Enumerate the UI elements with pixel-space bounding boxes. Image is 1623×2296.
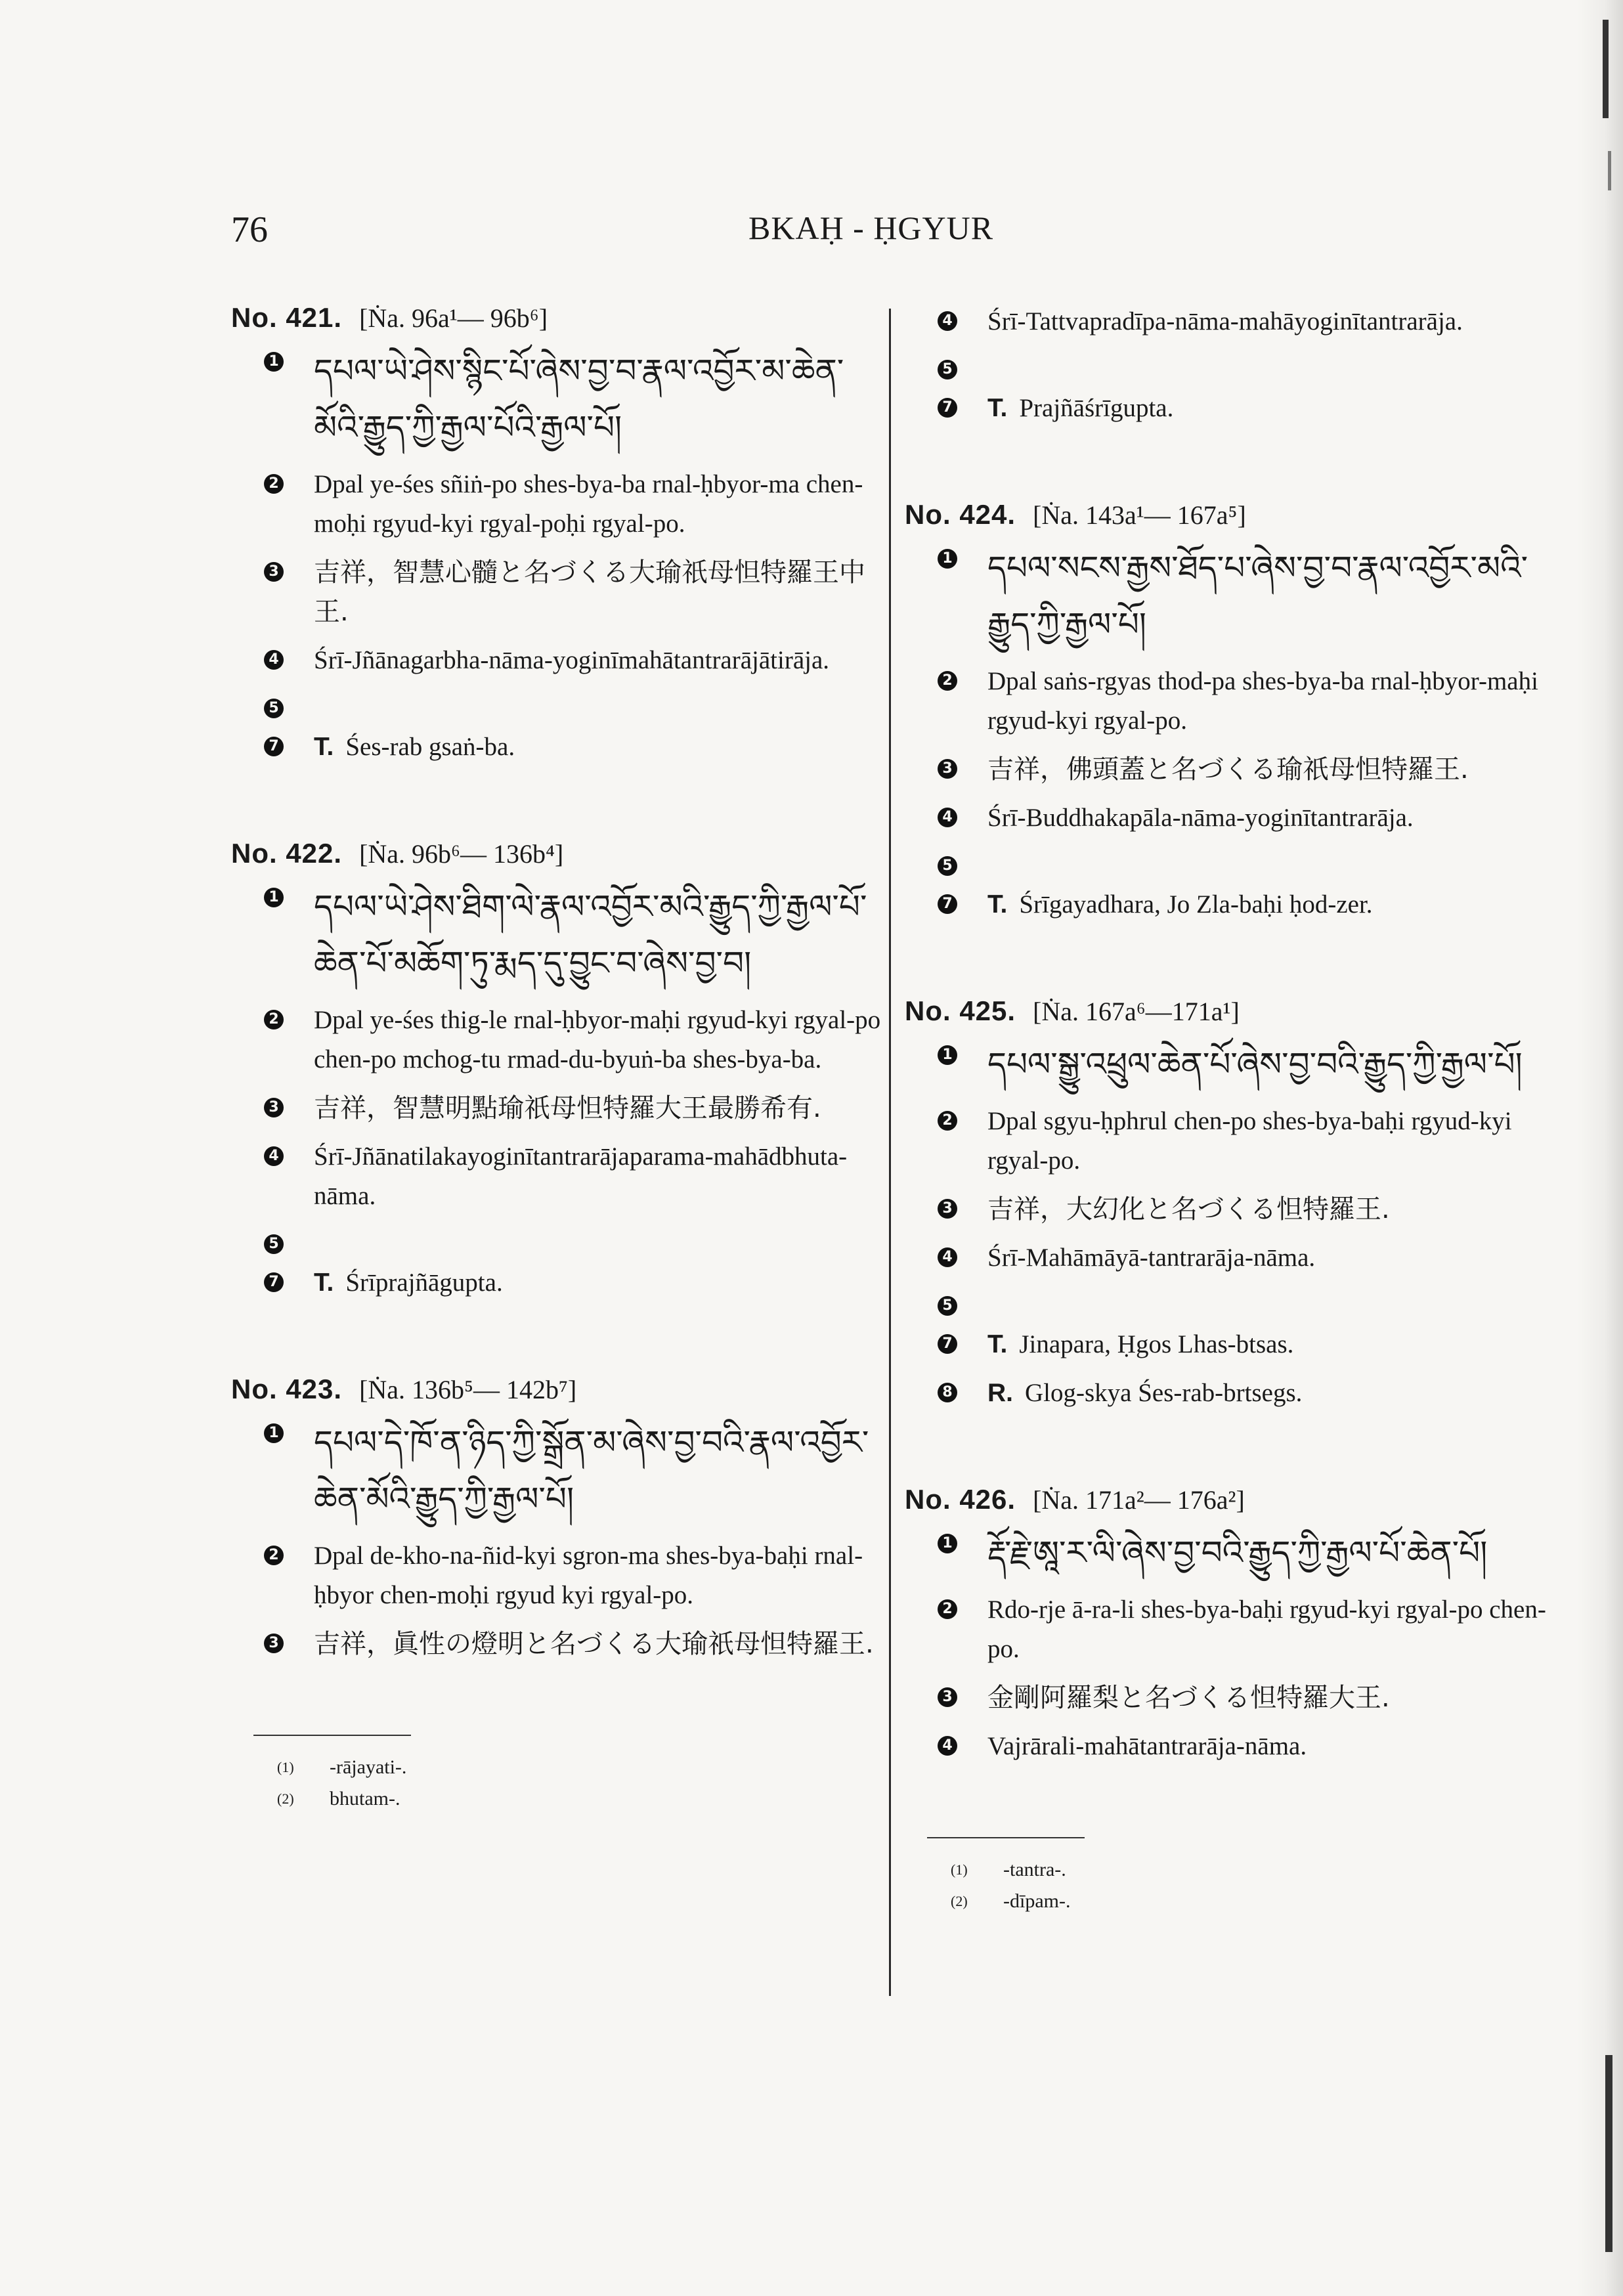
column-divider (889, 309, 891, 1996)
entry-field (264, 1225, 888, 1254)
catalog-entry (905, 499, 1561, 924)
field-number-badge: 2 (264, 474, 284, 494)
field-number-badge: 3 (264, 562, 284, 582)
entry-number: No. 423. (231, 1374, 343, 1404)
field-number-badge: 4 (938, 311, 957, 331)
field-value: Śrī-Jñānagarbha-nāma-yoginīmahātantrarājātirāja. (314, 646, 830, 674)
field-text (314, 1089, 888, 1128)
field-number-badge: 2 (264, 1010, 284, 1029)
entry-folio-reference: [Ṅa. 96a¹— 96b⁶] (359, 303, 548, 333)
entry-field (938, 540, 1561, 653)
entry-field (938, 1036, 1561, 1093)
scan-edge-shadow (1577, 0, 1623, 2296)
entry-heading (905, 499, 1561, 531)
field-value: 吉祥，眞性の燈明と名づくる大瑜祇母怛特羅王. (314, 1629, 874, 1659)
entry-heading (231, 302, 888, 334)
field-value: དཔལ་ཡེ་ཤེས་སྙིང་པོ་ཞེས་བྱ་བ་རྣལ་འབྱོར་མ་ཆེན་མོའི་རྒྱུད་ཀྱི་རྒྱལ་པོའི་རྒྱལ་པོ། (314, 352, 844, 446)
field-number-badge: 4 (938, 1736, 957, 1756)
field-value: Śrī-Mahāmāyā-tantrarāja-nāma. (987, 1244, 1316, 1272)
field-number-badge: 2 (938, 1599, 957, 1619)
field-value: 吉祥，佛頭蓋と名づくる瑜祇母怛特羅王. (987, 754, 1469, 785)
field-number-badge: 1 (264, 1423, 284, 1443)
entry-field (264, 1536, 888, 1615)
field-number-badge: 5 (264, 699, 284, 718)
entry-field (938, 1590, 1561, 1669)
field-text (987, 389, 1561, 428)
field-number-badge: 4 (264, 1146, 284, 1166)
entry-number: No. 425. (905, 995, 1016, 1026)
field-value: Rdo-rje ā-ra-li shes-bya-baḥi rgyud-kyi rgyal-po chen-po. (987, 1595, 1546, 1663)
field-text (987, 750, 1561, 789)
field-text (314, 465, 888, 544)
field-value: Prajñāśrīgupta. (1019, 394, 1174, 422)
field-value: 吉祥，智慧明點瑜祇母怛特羅大王最勝希有. (314, 1093, 821, 1123)
field-value: Vajrārali-mahātantrarāja-nāma. (987, 1732, 1307, 1760)
field-prefix: T. (987, 890, 1008, 919)
field-prefix: R. (987, 1379, 1013, 1407)
field-number-badge: 1 (264, 888, 284, 907)
entry-field (264, 465, 888, 544)
entry-field (938, 302, 1561, 341)
field-value: 吉祥，大幻化と名づくる怛特羅王. (987, 1194, 1390, 1224)
entry-field (938, 1374, 1561, 1413)
field-number-badge: 4 (264, 650, 284, 670)
field-text (987, 1238, 1561, 1278)
field-number-badge: 7 (264, 1272, 284, 1292)
footnote-text: -rājayati-. (330, 1756, 407, 1778)
field-text (314, 727, 888, 767)
footnote (951, 1854, 1561, 1886)
entry-heading (231, 838, 888, 869)
field-value: 吉祥，智慧心髓と名づくる大瑜祇母怛特羅王中王. (314, 557, 865, 627)
catalog-entry (231, 302, 888, 767)
field-value: Dpal de-kho-na-ñid-kyi sgron-ma shes-bya-baḥi rnal-ḥbyor chen-moḥi rgyud kyi rgyal-po. (314, 1542, 863, 1609)
field-text (987, 1325, 1561, 1364)
field-number-badge: 8 (938, 1383, 957, 1402)
entry-field (264, 1137, 888, 1216)
footnote-mark: (2) (277, 1790, 294, 1807)
field-text (314, 1536, 888, 1615)
field-text (314, 1137, 888, 1216)
field-value: Śes-rab gsaṅ-ba. (345, 733, 515, 761)
catalog-entry (231, 838, 888, 1303)
entry-field (938, 662, 1561, 741)
field-value: དཔལ་ཡེ་ཤེས་ཐིག་ལེ་རྣལ་འབྱོར་མའི་རྒྱུད་ཀྱི་རྒྱལ་པོ་ཆེན་པོ་མཆོག་ཏུ་རྨད་དུ་བྱུང་བ་ཞེས་བྱ་བ། (314, 888, 867, 982)
field-number-badge: 5 (264, 1234, 284, 1254)
field-text (987, 1190, 1561, 1229)
field-value: Dpal sgyu-ḥphrul chen-po shes-bya-baḥi rgyud-kyi rgyal-po. (987, 1107, 1512, 1175)
field-number-badge: 1 (938, 1045, 957, 1065)
scan-mark (1608, 151, 1611, 190)
entry-field (264, 641, 888, 680)
entry-number: No. 422. (231, 838, 343, 869)
entry-field (264, 553, 888, 632)
field-number-badge: 1 (264, 352, 284, 372)
field-value: Dpal ye-śes thig-le rnal-ḥbyor-maḥi rgyud-kyi rgyal-po chen-po mchog-tu rmad-du-byuṅ-ba shes-bya-ba. (314, 1006, 881, 1073)
page-number: 76 (231, 209, 268, 250)
catalog-entry (905, 995, 1561, 1413)
field-text (314, 343, 888, 456)
field-text (987, 1590, 1561, 1669)
field-text (987, 1102, 1561, 1180)
field-value: Śrīgayadhara, Jo Zla-baḥi ḥod-zer. (1019, 890, 1373, 919)
field-value: Śrī-Tattvapradīpa-nāma-mahāyoginītantrarāja. (987, 307, 1463, 336)
footnote (277, 1752, 888, 1783)
entry-field (938, 1238, 1561, 1278)
field-number-badge: 7 (938, 894, 957, 914)
entry-field (938, 1102, 1561, 1180)
entry-field (938, 798, 1561, 838)
entry-field (938, 847, 1561, 876)
entry-heading (231, 1374, 888, 1405)
field-number-badge: 7 (264, 737, 284, 756)
footnote-rule (927, 1837, 1085, 1838)
field-text (987, 1525, 1561, 1581)
entry-field (264, 878, 888, 991)
footnote-mark: (1) (951, 1861, 968, 1878)
field-number-badge: 4 (938, 808, 957, 827)
field-text (987, 1678, 1561, 1718)
entry-field (938, 1325, 1561, 1364)
scan-mark (1603, 20, 1609, 118)
field-text (314, 1263, 888, 1303)
field-value: Jinapara, Ḥgos Lhas-btsas. (1019, 1330, 1294, 1358)
field-number-badge: 4 (938, 1247, 957, 1267)
field-value: དཔལ་སངས་རྒྱས་ཐོད་པ་ཞེས་བྱ་བ་རྣལ་འབྱོར་མའི་རྒྱུད་ཀྱི་རྒྱལ་པོ། (987, 549, 1528, 643)
field-prefix: T. (987, 394, 1008, 422)
field-number-badge: 3 (264, 1098, 284, 1117)
field-text (987, 1727, 1561, 1766)
field-text (987, 1036, 1561, 1093)
field-number-badge: 5 (938, 1296, 957, 1316)
entry-field (264, 727, 888, 767)
footnote-rule (253, 1735, 411, 1736)
entry-field (938, 1190, 1561, 1229)
field-prefix: T. (987, 1330, 1008, 1358)
field-value: Dpal ye-śes sñiṅ-po shes-bya-ba rnal-ḥbyor-ma chen-moḥi rgyud-kyi rgyal-poḥi rgyal-po. (314, 470, 863, 538)
right-column (905, 302, 1561, 1917)
entry-field (264, 689, 888, 718)
field-number-badge: 2 (938, 671, 957, 691)
field-value: རྡོ་རྗེ་ཨཱ་ར་ལི་ཞེས་བྱ་བའི་རྒྱུད་ཀྱི་རྒྱལ་པོ་ཆེན་པོ། (987, 1534, 1488, 1572)
entry-number: No. 424. (905, 499, 1016, 530)
entry-heading (905, 995, 1561, 1027)
entry-field (938, 351, 1561, 379)
entry-folio-reference: [Ṅa. 136b⁵— 142b⁷] (359, 1375, 577, 1404)
field-text (314, 553, 888, 632)
field-prefix: T. (314, 733, 334, 761)
field-number-badge: 7 (938, 1334, 957, 1354)
field-value: དཔལ་སྒྱུ་འཕྲུལ་ཆེན་པོ་ཞེས་བྱ་བའི་རྒྱུད་ཀྱི་རྒྱལ་པོ། (987, 1045, 1523, 1083)
field-value: Dpal saṅs-rgyas thod-pa shes-bya-ba rnal-ḥbyor-maḥi rgyud-kyi rgyal-po. (987, 667, 1538, 735)
field-value: Śrī-Jñānatilakayoginītantrarājaparama-mahādbhuta-nāma. (314, 1142, 848, 1210)
field-text (987, 1374, 1561, 1413)
entry-heading (905, 1484, 1561, 1515)
field-number-badge: 1 (938, 549, 957, 569)
entry-field (264, 1263, 888, 1303)
field-text (987, 662, 1561, 741)
entry-field (938, 1525, 1561, 1581)
field-number-badge: 5 (938, 856, 957, 876)
field-text (987, 302, 1561, 341)
field-value: Śrī-Buddhakapāla-nāma-yoginītantrarāja. (987, 804, 1414, 832)
field-number-badge: 3 (938, 1687, 957, 1707)
entry-field (938, 1287, 1561, 1316)
field-number-badge: 3 (264, 1634, 284, 1653)
field-number-badge: 3 (938, 1199, 957, 1219)
entry-field (938, 1727, 1561, 1766)
entry-folio-reference: [Ṅa. 167a⁶—171a¹] (1033, 997, 1240, 1026)
entry-folio-reference: [Ṅa. 171a²— 176a²] (1033, 1485, 1245, 1515)
field-value: དཔལ་དེ་ཁོ་ན་ཉིད་ཀྱི་སྒྲོན་མ་ཞེས་བྱ་བའི་རྣལ་འབྱོར་ཆེན་མོའི་རྒྱུད་ཀྱི་རྒྱལ་པོ། (314, 1423, 869, 1518)
entry-field (264, 1089, 888, 1128)
running-head: BKAḤ - ḤGYUR (748, 209, 994, 246)
footnote-text: -tantra-. (1003, 1859, 1066, 1880)
entry-field (938, 750, 1561, 789)
field-text (987, 540, 1561, 653)
field-number-badge: 2 (938, 1111, 957, 1131)
field-text (314, 1624, 888, 1664)
entry-number: No. 426. (905, 1484, 1016, 1515)
entry-field (938, 389, 1561, 428)
entry-field (264, 343, 888, 456)
field-text (987, 798, 1561, 838)
field-text (314, 1001, 888, 1079)
footnote-text: bhutam-. (330, 1788, 400, 1809)
field-value: Śrīprajñāgupta. (345, 1268, 503, 1297)
entry-number: No. 421. (231, 302, 343, 333)
field-value: Glog-skya Śes-rab-brtsegs. (1025, 1379, 1303, 1407)
field-number-badge: 7 (938, 398, 957, 418)
entry-field (938, 1678, 1561, 1718)
footnote-text: -dīpam-. (1003, 1890, 1071, 1912)
field-number-badge: 2 (264, 1546, 284, 1565)
entry-field (264, 1001, 888, 1079)
entry-continuation (905, 302, 1561, 428)
field-value: 金剛阿羅梨と名づくる怛特羅大王. (987, 1683, 1390, 1713)
entry-folio-reference: [Ṅa. 143a¹— 167a⁵] (1033, 500, 1246, 530)
scan-mark (1605, 2055, 1612, 2252)
field-number-badge: 5 (938, 360, 957, 379)
footnote-mark: (2) (951, 1893, 968, 1909)
entry-field (938, 885, 1561, 924)
entry-folio-reference: [Ṅa. 96b⁶— 136b⁴] (359, 839, 564, 869)
footnote-mark: (1) (277, 1759, 294, 1775)
entry-field (264, 1414, 888, 1527)
entry-field (264, 1624, 888, 1664)
footnote (951, 1886, 1561, 1917)
catalog-entry (231, 1374, 888, 1664)
field-prefix: T. (314, 1268, 334, 1297)
field-number-badge: 1 (938, 1534, 957, 1553)
field-text (314, 878, 888, 991)
field-text (314, 641, 888, 680)
left-column (231, 302, 888, 1815)
field-number-badge: 3 (938, 759, 957, 779)
footnote (277, 1783, 888, 1815)
field-text (314, 1414, 888, 1527)
catalog-entry (905, 1484, 1561, 1766)
field-text (987, 885, 1561, 924)
